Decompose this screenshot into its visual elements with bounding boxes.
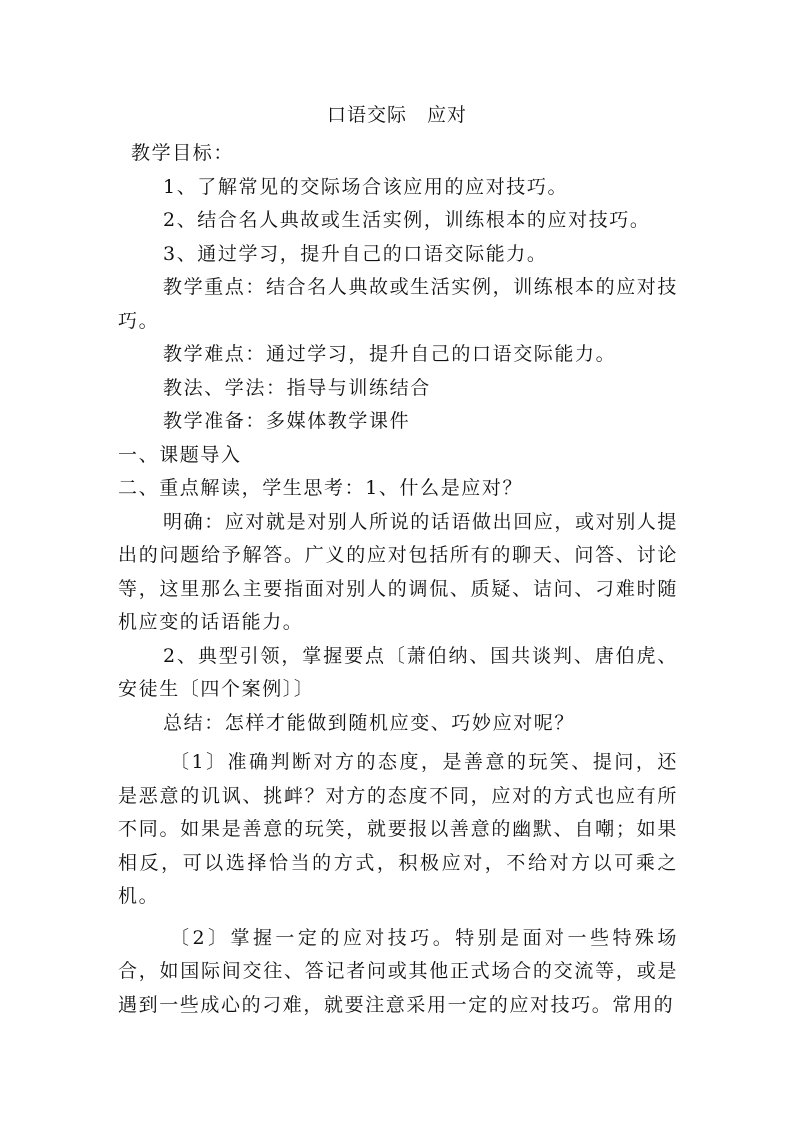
summary-question: 总结：怎样才能做到随机应变、巧妙应对呢？ <box>163 711 576 734</box>
objective-item-1: 1、了解常见的交际场合该应用的应对技巧。 <box>163 175 569 198</box>
objective-item-2: 2、结合名人典故或生活实例，训练根本的应对技巧。 <box>163 209 651 231</box>
objective-item-3: 3、通过学习，提升自己的口语交际能力。 <box>163 242 548 265</box>
summary-point-1: 〔1〕准确判断对方的态度，是善意的玩笑、提问，还是恶意的讥讽、挑衅？对方的态度不同，应对的方式也应有所不同。如果是善意的玩笑，就要报以善意的幽默、自嘲；如果相反，可以选择恰当的方式，积极应对，不给对方以可乘之机。 <box>118 751 678 907</box>
document-body <box>118 137 678 1022</box>
teaching-method: 教法、学法：指导与训练结合 <box>163 376 431 399</box>
teaching-preparation: 教学准备：多媒体教学课件 <box>163 410 411 432</box>
section-heading-key-points: 二、重点解读，学生思考：1、什么是应对？ <box>118 477 524 499</box>
page-title: 口语交际 应对 <box>326 104 467 126</box>
section-heading-intro: 一、课题导入 <box>118 443 242 466</box>
examples-paragraph: 2、典型引领，掌握要点〔萧伯纳、国共谈判、唐伯虎、安徒生〔四个案例〕〕 <box>118 644 678 700</box>
teaching-difficulty: 教学难点：通过学习，提升自己的口语交际能力。 <box>163 343 617 365</box>
teaching-focus: 教学重点：结合名人典故或生活实例，训练根本的应对技巧。 <box>118 276 679 332</box>
summary-point-2: 〔2〕掌握一定的应对技巧。特别是面对一些特殊场合，如国际间交往、答记者问或其他正式场合的交流等，或是遇到一些成心的刁难，就要注意采用一定的应对技巧。常用的 <box>118 926 678 1016</box>
objectives-heading: 教学目标： <box>131 142 235 164</box>
definition-paragraph: 明确：应对就是对别人所说的话语做出回应，或对别人提出的问题给予解答。广义的应对包括所有的聊天、问答、讨论等，这里那么主要指面对别人的调侃、质疑、诘问、刁难时随机应变的话语能力。 <box>118 510 679 633</box>
